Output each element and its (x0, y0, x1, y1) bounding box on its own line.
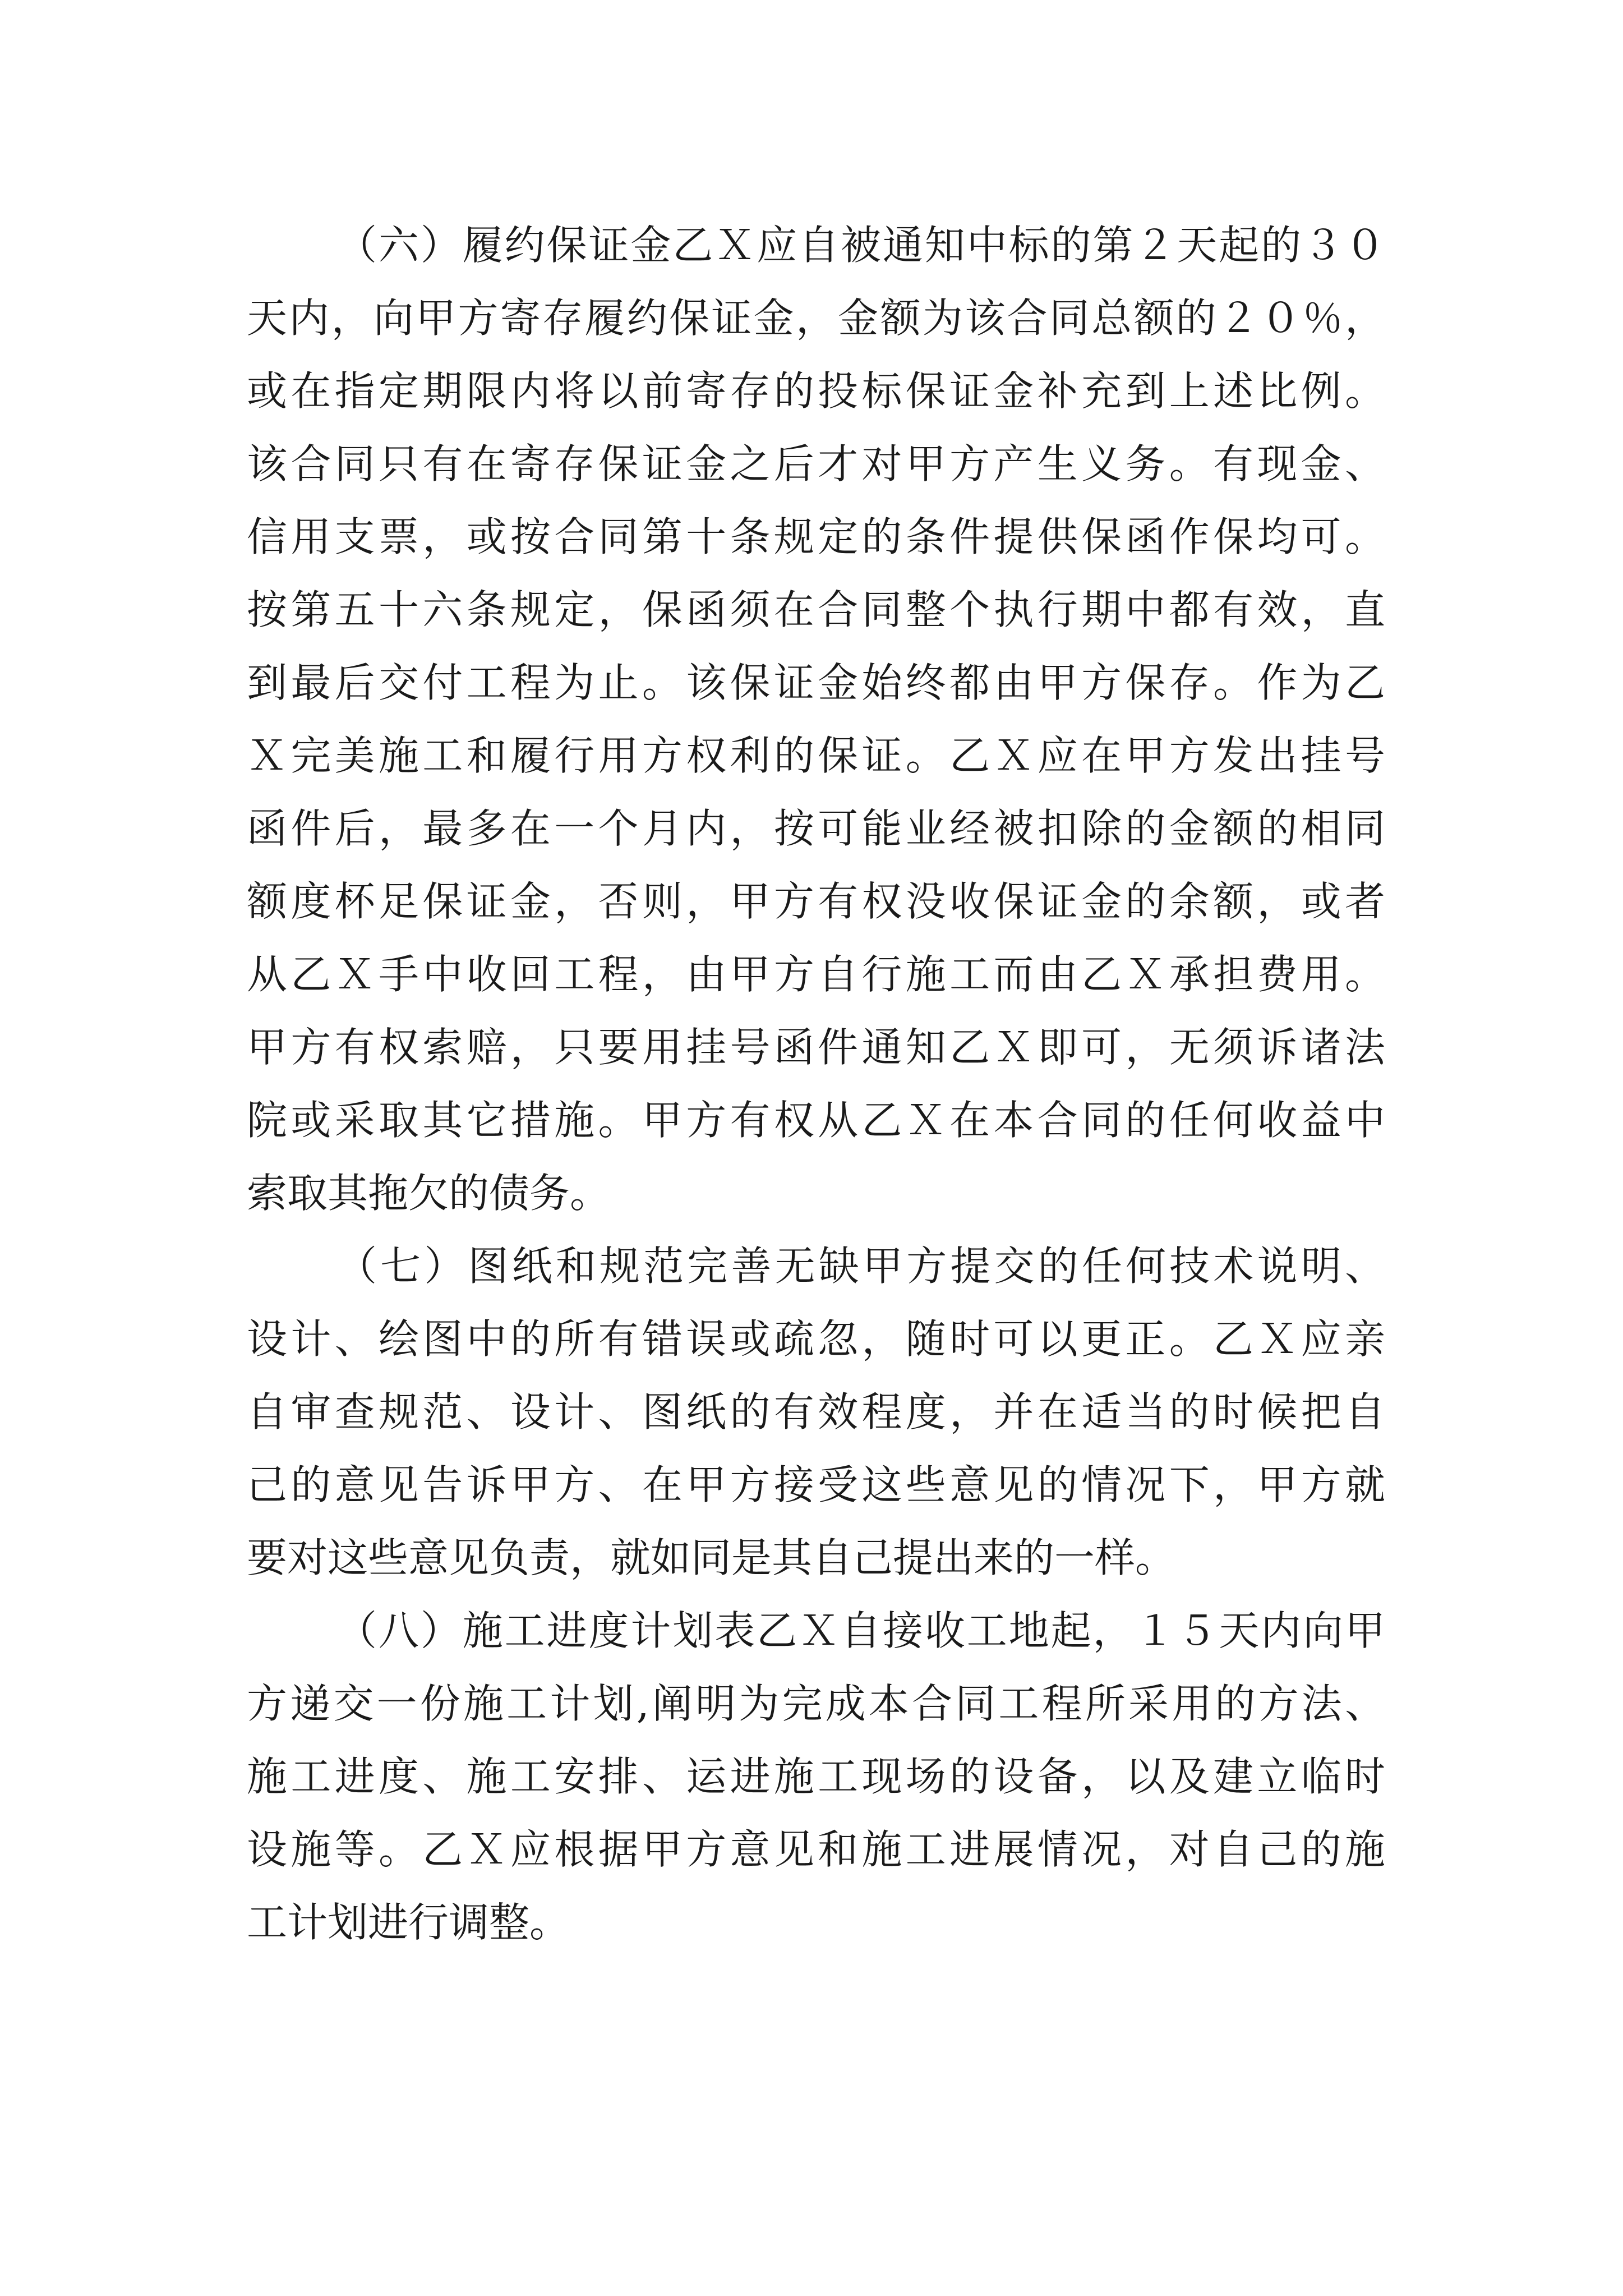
paragraph-line: 要对这些意见负责，就如同是其自己提出来的一样。 (247, 1534, 1176, 1581)
paragraph-line: 从乙Ｘ手中收回工程，由甲方自行施工而由乙Ｘ承担费用。 (247, 951, 1385, 998)
paragraph-line: 信用支票，或按合同第十条规定的条件提供保函作保均可。 (247, 513, 1385, 560)
paragraph-line: 或在指定期限内将以前寄存的投标保证金补充到上述比例。 (247, 367, 1385, 415)
document-body (247, 209, 1385, 1959)
paragraph-line: （六）履约保证金乙Ｘ应自被通知中标的第２天起的３０ (336, 222, 1385, 269)
paragraph-line: 到最后交付工程为止。该保证金始终都由甲方保存。作为乙 (247, 659, 1385, 706)
paragraph-line: 自审查规范、设计、图纸的有效程度，并在适当的时候把自 (247, 1388, 1385, 1435)
paragraph-clause-6 (247, 209, 1385, 1230)
paragraph-line: Ｘ完美施工和履行用方权利的保证。乙Ｘ应在甲方发出挂号 (247, 732, 1385, 779)
paragraph-clause-7 (247, 1230, 1385, 1594)
paragraph-line: 函件后，最多在一个月内，按可能业经被扣除的金额的相同 (247, 805, 1385, 852)
paragraph-line: 设计、绘图中的所有错误或疏忽，随时可以更正。乙Ｘ应亲 (247, 1315, 1385, 1363)
paragraph-line: 施工进度、施工安排、运进施工现场的设备，以及建立临时 (247, 1753, 1385, 1800)
paragraph-line: 设施等。乙Ｘ应根据甲方意见和施工进展情况，对自己的施 (247, 1826, 1385, 1873)
paragraph-line: 己的意见告诉甲方、在甲方接受这些意见的情况下，甲方就 (247, 1461, 1385, 1508)
paragraph-line: （七）图纸和规范完善无缺甲方提交的任何技术说明、 (336, 1243, 1385, 1290)
paragraph-line: 额度杯足保证金，否则，甲方有权没收保证金的余额，或者 (247, 878, 1385, 925)
paragraph-line: 按第五十六条规定，保函须在合同整个执行期中都有效，直 (247, 586, 1385, 633)
paragraph-line: 方递交一份施工计划,阐明为完成本合同工程所采用的方法、 (247, 1680, 1385, 1727)
paragraph-line: 院或采取其它措施。甲方有权从乙Ｘ在本合同的任何收益中 (247, 1097, 1385, 1144)
paragraph-line: 该合同只有在寄存保证金之后才对甲方产生义务。有现金、 (247, 440, 1385, 487)
paragraph-clause-8 (247, 1594, 1385, 1959)
paragraph-line: 天内，向甲方寄存履约保证金，金额为该合同总额的２０％， (247, 295, 1385, 342)
paragraph-line: 工计划进行调整。 (247, 1899, 570, 1946)
paragraph-line: 索取其拖欠的债务。 (247, 1170, 611, 1217)
paragraph-line: （八）施工进度计划表乙Ｘ自接收工地起，１５天内向甲 (336, 1607, 1385, 1654)
paragraph-line: 甲方有权索赔，只要用挂号函件通知乙Ｘ即可，无须诉诸法 (247, 1024, 1385, 1071)
